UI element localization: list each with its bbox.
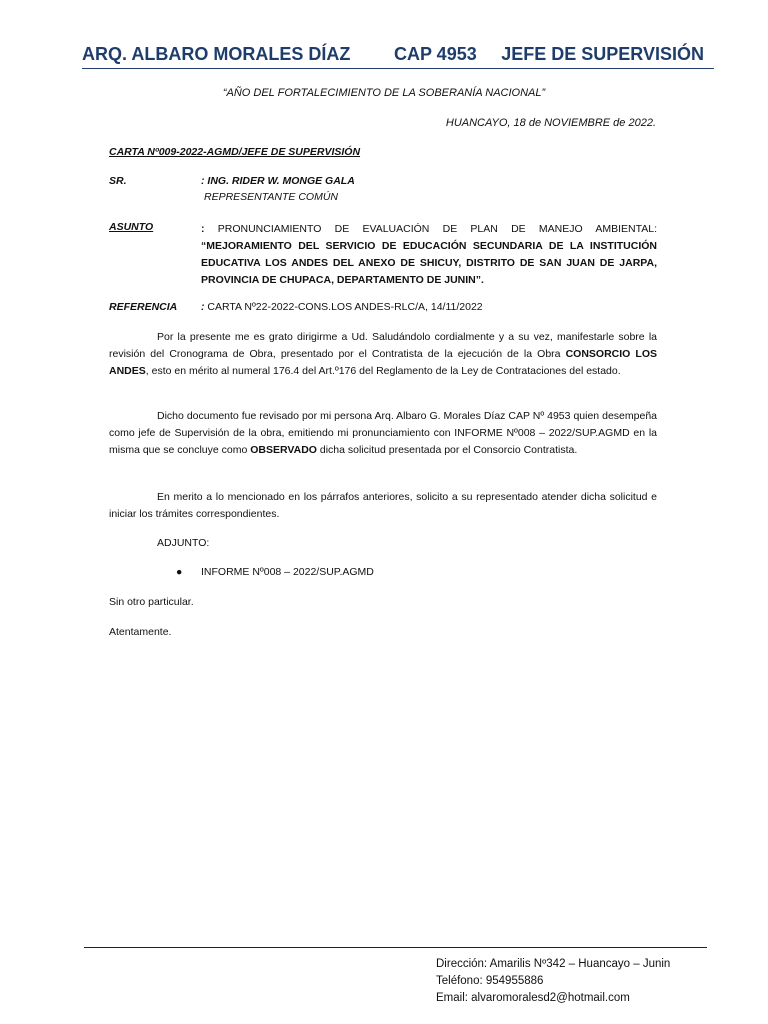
body-paragraph-1 [109, 329, 657, 380]
footer-address: Dirección: Amarilis Nº342 – Huancayo – Junin [436, 958, 671, 970]
reference-text: CARTA Nº22-2022-CONS.LOS ANDES-RLC/A, 14/11/2022 [207, 301, 483, 313]
p3-text: En merito a lo mencionado en los párrafos anteriores, solicito a su representado atender dicha solicitud e iniciar los trámites correspondientes. [109, 491, 657, 520]
author-role: JEFE DE SUPERVISIÓN [501, 44, 704, 64]
footer-divider [84, 947, 707, 948]
attachment-label: ADJUNTO: [157, 537, 210, 549]
p2-text-a: Dicho documento fue revisado por mi persona Arq. Albaro G. Morales Díaz CAP Nº 4953 quien desempeña como jefe de Supervisión de la obra, emitiendo mi pronunciamiento con INFORME Nº008 – 2022/SUP.AGMD en la misma que se concluye como [109, 410, 657, 456]
p1-text-c: , esto en mérito al numeral 176.4 del Art.º176 del Reglamento de la Ley de Contrataciones del estado. [145, 365, 621, 377]
year-motto: “AÑO DEL FORTALECIMIENTO DE LA SOBERANÍA NACIONAL” [222, 87, 546, 99]
subject-text [201, 221, 657, 289]
p1-text-a: Por la presente me es grato dirigirme a Ud. Saludándolo cordialmente y a su vez, manifestarle sobre la revisión del Cronograma de Obra, presentado por el Contratista de la ejecución de la Obra [109, 331, 657, 360]
subject-project: “MEJORAMIENTO DEL SERVICIO DE EDUCACIÓN SECUNDARIA DE LA INSTITUCIÓN EDUCATIVA LOS ANDES DEL ANEXO DE SHICUY, DISTRITO DE SAN JUAN DE JARPA, PROVINCIA DE CHUPACA, DEPARTAMENTO DE JUNIN”. [201, 240, 657, 286]
recipient-name: : ING. RIDER W. MONGE GALA [201, 175, 355, 187]
bullet-icon: ● [176, 566, 183, 578]
p1-contractor: CONSORCIO LOS ANDES [109, 348, 657, 377]
subject-label: ASUNTO [109, 221, 154, 233]
closing-line-1: Sin otro particular. [109, 596, 194, 608]
cap-number: CAP 4953 [394, 44, 477, 64]
letter-date: HUANCAYO, 18 de NOVIEMBRE de 2022. [445, 117, 656, 129]
letter-reference-number: CARTA Nº009-2022-AGMD/JEFE DE SUPERVISIÓN [109, 146, 361, 158]
recipient-label: SR. [109, 175, 127, 187]
reference-value [201, 301, 483, 313]
reference-colon: : [201, 301, 205, 313]
reference-label: REFERENCIA [109, 301, 178, 313]
p2-status: OBSERVADO [250, 444, 317, 456]
body-paragraph-3 [109, 489, 657, 523]
footer-contact [436, 956, 670, 1007]
attachment-item: INFORME Nº008 – 2022/SUP.AGMD [201, 566, 374, 578]
closing-line-2: Atentamente. [109, 626, 172, 638]
author-name: ARQ. ALBARO MORALES DÍAZ [82, 44, 351, 64]
body-paragraph-2 [109, 408, 657, 459]
footer-phone: Teléfono: 954955886 [436, 975, 544, 987]
recipient-title: REPRESENTANTE COMÚN [204, 191, 338, 203]
p2-text-c: dicha solicitud presentada por el Consorcio Contratista. [316, 444, 578, 456]
letterhead [82, 42, 714, 69]
footer-email: Email: alvaromoralesd2@hotmail.com [436, 992, 630, 1004]
subject-intro: PRONUNCIAMIENTO DE EVALUACIÓN DE PLAN DE MANEJO AMBIENTAL: [217, 223, 657, 235]
subject-colon: : [201, 223, 205, 235]
